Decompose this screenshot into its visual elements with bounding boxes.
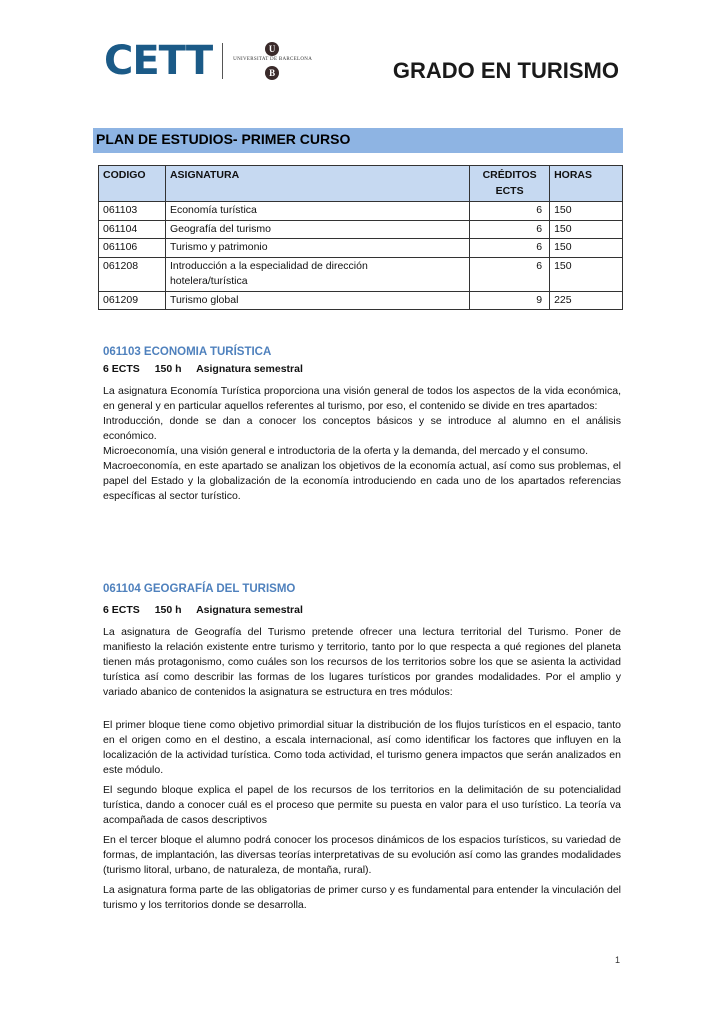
course-title: 061104 GEOGRAFÍA DEL TURISMO [103,583,296,595]
cell-code: 061208 [99,257,166,291]
course-paragraph: El primer bloque tiene como objetivo primordial situar la distribución de los flujos turísticos en el espacio, tanto en el origen como en el destino, a escala internacional, así como identificar los factores que influyen en la localización de la actividad turística. Como toda actividad, el turismo genera impactos que serán analizados en este módulo. [103,719,621,776]
document-title: GRADO EN TURISMO [392,58,619,83]
cell-subject-line1: Introducción a la especialidad de dirección [169,259,368,272]
ub-seal-b: B [265,66,279,80]
course-type: Asignatura semestral [196,604,303,616]
page-number: 1 [615,955,621,965]
table-row [99,257,623,291]
course-paragraph: La asignatura Economía Turística proporciona una visión general de todos los aspectos de la vida económica, en general y en particular aquellos referentes al turismo, por eso, el contenido se divide en tres apartados: [103,385,621,412]
header-credits [470,166,550,202]
course-ects: 6 ECTS [103,363,140,375]
study-plan-table [98,165,623,310]
course-title: 061103 ECONOMIA TURÍSTICA [103,346,272,358]
cell-subject: Turismo global [165,291,469,310]
cell-credits: 6 [470,202,550,221]
cett-ub-logo [104,40,325,82]
table-row [99,291,623,310]
ub-seal-u: U [265,42,279,56]
cell-subject [165,257,469,291]
course-meta [103,604,621,616]
cell-subject: Geografía del turismo [165,220,469,239]
cell-code: 061104 [99,220,166,239]
course-hours: 150 h [154,604,182,616]
header-credits-line2: ECTS [495,184,524,197]
cell-hours: 150 [550,220,623,239]
section-title: PLAN DE ESTUDIOS- PRIMER CURSO [93,128,623,153]
table-row [99,220,623,239]
course-meta [103,363,621,375]
cell-credits: 9 [470,291,550,310]
course-type: Asignatura semestral [196,363,303,375]
cell-subject: Economía turística [165,202,469,221]
table-row [99,202,623,221]
course-paragraph: En el tercer bloque el alumno podrá conocer los procesos dinámicos de los espacios turísticos, su variedad de formas, de implantación, las diversas teorías interpretativas de su evolución así como las grandes modalidades (turismo litoral, urbano, de naturaleza, de montaña, rural). [103,834,621,876]
cell-credits: 6 [470,257,550,291]
header-code: CODIGO [99,166,166,202]
course-hours: 150 h [154,363,182,375]
course-paragraph: La asignatura de Geografía del Turismo pretende ofrecer una lectura territorial del Turismo. Poner de manifiesto la relación existente entre turismo y territorio, tanto por lo que respecta a qué regiones del planeta tienen más protagonismo, como cuáles son los recursos de los territorios sobre los que se asienta la actividad turística así como describir las formas de los lugares turísticos por grandes modalidades. Por el amplio y variado abanico de contenidos la asignatura se estructura en tres módulos: [103,626,621,698]
logo-divider [222,43,223,79]
table-row [99,239,623,258]
cell-hours: 150 [550,239,623,258]
header-hours: HORAS [550,166,623,202]
ub-logo-text: UNIVERSITAT DE BARCELONA [233,57,313,62]
cell-subject: Turismo y patrimonio [165,239,469,258]
ub-logo [233,40,325,82]
course-paragraph: Macroeconomía, en este apartado se analizan los objetivos de la economía actual, así como sus problemas, el papel del Estado y la globalización de la economía introduciendo en cada uno de los apartados referencias específicas al sector turístico. [103,460,621,502]
cell-code: 061103 [99,202,166,221]
course-geografia [103,583,621,913]
cell-code: 061209 [99,291,166,310]
cell-subject-line2: hotelera/turística [169,275,248,287]
cell-credits: 6 [470,220,550,239]
cell-hours: 150 [550,257,623,291]
course-paragraph: La asignatura forma parte de las obligatorias de primer curso y es fundamental para entender la vinculación del turismo y los territorios donde se desarrolla. [103,884,621,911]
course-paragraph: Introducción, donde se dan a conocer los conceptos básicos y se introduce al alumno en el análisis económico. [103,415,621,442]
course-economia [103,346,621,504]
header-credits-line1: CRÉDITOS [482,169,537,181]
cett-logo-text: CETT [104,38,213,84]
table-header-row [99,166,623,202]
cell-hours: 225 [550,291,623,310]
course-ects: 6 ECTS [103,604,140,616]
header-subject: ASIGNATURA [165,166,469,202]
cell-code: 061106 [99,239,166,258]
cell-credits: 6 [470,239,550,258]
cell-hours: 150 [550,202,623,221]
course-paragraph: El segundo bloque explica el papel de los recursos de los territorios en la delimitación de su potencialidad turística, dando a conocer cuál es el proceso que permite su puesta en valor para el uso turístico. La teoría va acompañada de casos descriptivos [103,784,621,826]
course-paragraph: Microeconomía, una visión general e introductoria de la oferta y la demanda, del mercado y el consumo. [103,445,589,457]
